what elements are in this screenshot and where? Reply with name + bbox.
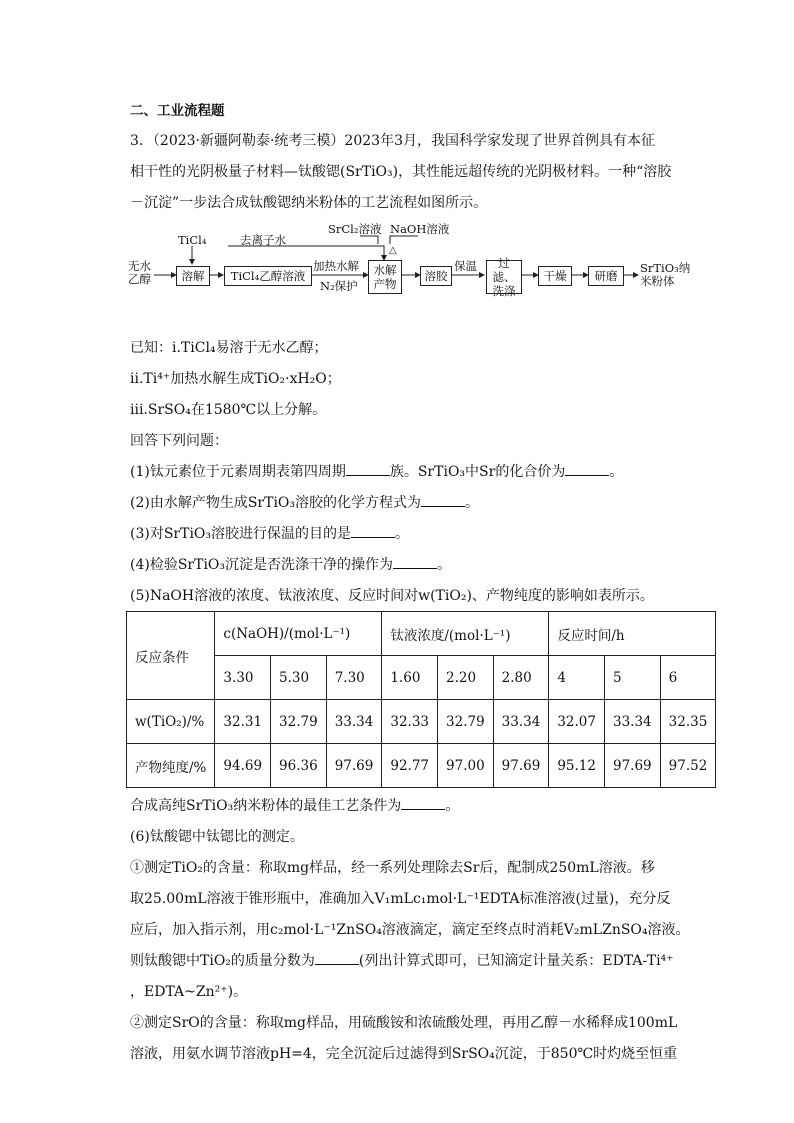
question-intro-line1: 3．（2023·新疆阿勒泰·统考三模）2023年3月，我国科学家发现了世界首例具有本征 [130, 133, 655, 149]
flow-box-grind: 研磨 [588, 266, 624, 286]
answer-prompt: 回答下列问题： [130, 433, 228, 449]
answer-blank [346, 463, 390, 476]
table-cell: 33.34 [326, 700, 382, 744]
table-group-titanium: 钛液浓度/(mol·L⁻¹) [382, 612, 549, 656]
q1-part-b: 族。SrTiO₃中Sr的化合价为 [389, 464, 566, 480]
table-cell: 2.20 [438, 656, 494, 700]
period: 。 [437, 557, 452, 573]
table-cell: 97.52 [660, 744, 716, 788]
q1-part-c: 。 [609, 464, 624, 480]
q6-part1-line4a: 则钛酸锶中TiO₂的质量分数为 [130, 953, 315, 969]
table-cell: 92.77 [382, 744, 438, 788]
question-5-after [130, 796, 459, 816]
flow-keep-warm: 保温 [454, 259, 477, 273]
table-cell: 32.07 [549, 700, 605, 744]
table-cell: 5 [604, 656, 660, 700]
q6-part1-line1: ①测定TiO₂的含量：称取mg样品，经一系列处理除去Sr后，配制成250mL溶液。移 [130, 860, 655, 876]
line-naoh [390, 236, 418, 244]
flow-ticl4-label: TiCl₄ [178, 233, 207, 247]
flow-end-product: SrTiO₃纳米粉体 [640, 261, 691, 288]
flow-box-dissolve: 溶解 [176, 266, 210, 286]
flow-n2-protection: N₂保护 [320, 279, 358, 293]
table-cell: 32.33 [382, 700, 438, 744]
flow-box-dry: 干燥 [538, 266, 572, 286]
table-cell: 33.34 [604, 700, 660, 744]
condition-data-table [126, 611, 716, 788]
q6-part1-line3: 应后，加入指示剂，用c₂mol·L⁻¹ZnSO₄溶液滴定，滴定至终点时消耗V₂mLZnSO₄溶液。 [130, 922, 690, 938]
table-cell: 3.30 [215, 656, 271, 700]
table-cell: 96.36 [271, 744, 327, 788]
flow-box-filter-wash: 过滤、洗涤 [486, 260, 522, 294]
table-cell: 2.80 [493, 656, 549, 700]
table-cell: 6 [660, 656, 716, 700]
table-row-label: 产物纯度/% [127, 744, 215, 788]
answer-blank [401, 797, 445, 810]
section-title: 二、工业流程题 [130, 103, 225, 119]
q6-part1-line5: ，EDTA~Zn²⁺)。 [130, 984, 248, 1000]
question-5: (5)NaOH溶液的浓度、钛液浓度、反应时间对w(TiO₂)、产物纯度的影响如表所示。 [130, 588, 654, 604]
q2-text: (2)由水解产物生成SrTiO₃溶胶的化学方程式为 [130, 495, 422, 511]
question-3 [130, 524, 409, 544]
period: 。 [395, 526, 410, 542]
question-intro-line2: 相干性的光阴极量子材料—钛酸锶(SrTiO₃)，其性能远超传统的光阴极材料。一种“溶胶 [130, 164, 672, 180]
flow-naoh-label: NaOH溶液 [390, 222, 450, 236]
q4-text: (4)检验SrTiO₃沉淀是否洗涤干净的操作为 [130, 557, 394, 573]
question-4 [130, 555, 451, 575]
q6-part2-line1: ②测定SrO的含量：称取mg样品，用硫酸铵和浓硫酸处理，再用乙醇－水稀释成100mL [130, 1015, 678, 1031]
table-row-label: w(TiO₂)/% [127, 700, 215, 744]
table-cell: 97.00 [438, 744, 494, 788]
known-condition-2: ii.Ti⁴⁺加热水解生成TiO₂·xH₂O； [130, 371, 341, 387]
table-cell: 4 [549, 656, 605, 700]
period: 。 [465, 495, 480, 511]
table-cell: 32.79 [271, 700, 327, 744]
question-6: (6)钛酸锶中钛锶比的测定。 [130, 829, 304, 845]
table-group-naoh: c(NaOH)/(mol·L⁻¹) [215, 612, 382, 656]
table-cell: 1.60 [382, 656, 438, 700]
period: 。 [445, 798, 460, 814]
table-cell: 97.69 [493, 744, 549, 788]
flow-heat-symbol: △ [389, 245, 397, 256]
table-cell: 94.69 [215, 744, 271, 788]
table-cell: 97.69 [604, 744, 660, 788]
line-srcl2 [360, 236, 378, 244]
question-intro-line3: －沉淀”一步法合成钛酸锶纳米粉体的工艺流程如图所示。 [130, 195, 488, 211]
table-cell: 5.30 [271, 656, 327, 700]
q6-part1-line2: 取25.00mL溶液于锥形瓶中，准确加入V₁mLc₁mol·L⁻¹EDTA标准溶液(过量)，充分反 [130, 891, 671, 907]
table-group-time: 反应时间/h [549, 612, 716, 656]
q6-part2-line2: 溶液，用氨水调节溶液pH=4，完全沉淀后过滤得到SrSO₄沉淀，于850℃时灼烧至恒重 [130, 1046, 678, 1062]
table-corner: 反应条件 [127, 612, 215, 700]
known-condition-3: iii.SrSO₄在1580℃以上分解。 [130, 402, 327, 418]
process-flow-diagram [128, 222, 698, 312]
q6-part1-line4 [130, 951, 674, 971]
table-cell: 33.34 [493, 700, 549, 744]
question-2 [130, 493, 479, 513]
flow-box-ticl4-solution: TiCl₄乙醇溶液 [224, 266, 312, 286]
known-condition-1: 已知：i.TiCl₄易溶于无水乙醇； [130, 340, 328, 356]
answer-blank [315, 952, 359, 965]
table-cell: 7.30 [326, 656, 382, 700]
answer-blank [565, 463, 609, 476]
table-cell: 97.69 [326, 744, 382, 788]
table-cell: 95.12 [549, 744, 605, 788]
q1-part-a: (1)钛元素位于元素周期表第四周期 [130, 464, 346, 480]
flow-heat-hydrolysis: 加热水解 [313, 259, 359, 273]
arrow-water [228, 246, 384, 260]
flow-start-ethanol: 无水乙醇 [128, 259, 151, 286]
flow-deionized-water: 去离子水 [240, 233, 286, 247]
q3-text: (3)对SrTiO₃溶胶进行保温的目的是 [130, 526, 352, 542]
flow-srcl2-label: SrCl₂溶液 [328, 222, 382, 236]
q6-part1-line4b: (列出计算式即可，已知滴定计量关系：EDTA-Ti⁴⁺ [358, 953, 674, 969]
question-1 [130, 462, 623, 482]
table-cell: 32.79 [438, 700, 494, 744]
table-cell: 32.35 [660, 700, 716, 744]
answer-blank [421, 494, 465, 507]
answer-blank [393, 556, 437, 569]
answer-blank [351, 525, 395, 538]
q5-after-text: 合成高纯SrTiO₃纳米粉体的最佳工艺条件为 [130, 798, 402, 814]
flow-box-sol: 溶胶 [420, 266, 452, 286]
flow-box-hydrolysis-product: 水解产物 [368, 260, 402, 294]
table-cell: 32.31 [215, 700, 271, 744]
